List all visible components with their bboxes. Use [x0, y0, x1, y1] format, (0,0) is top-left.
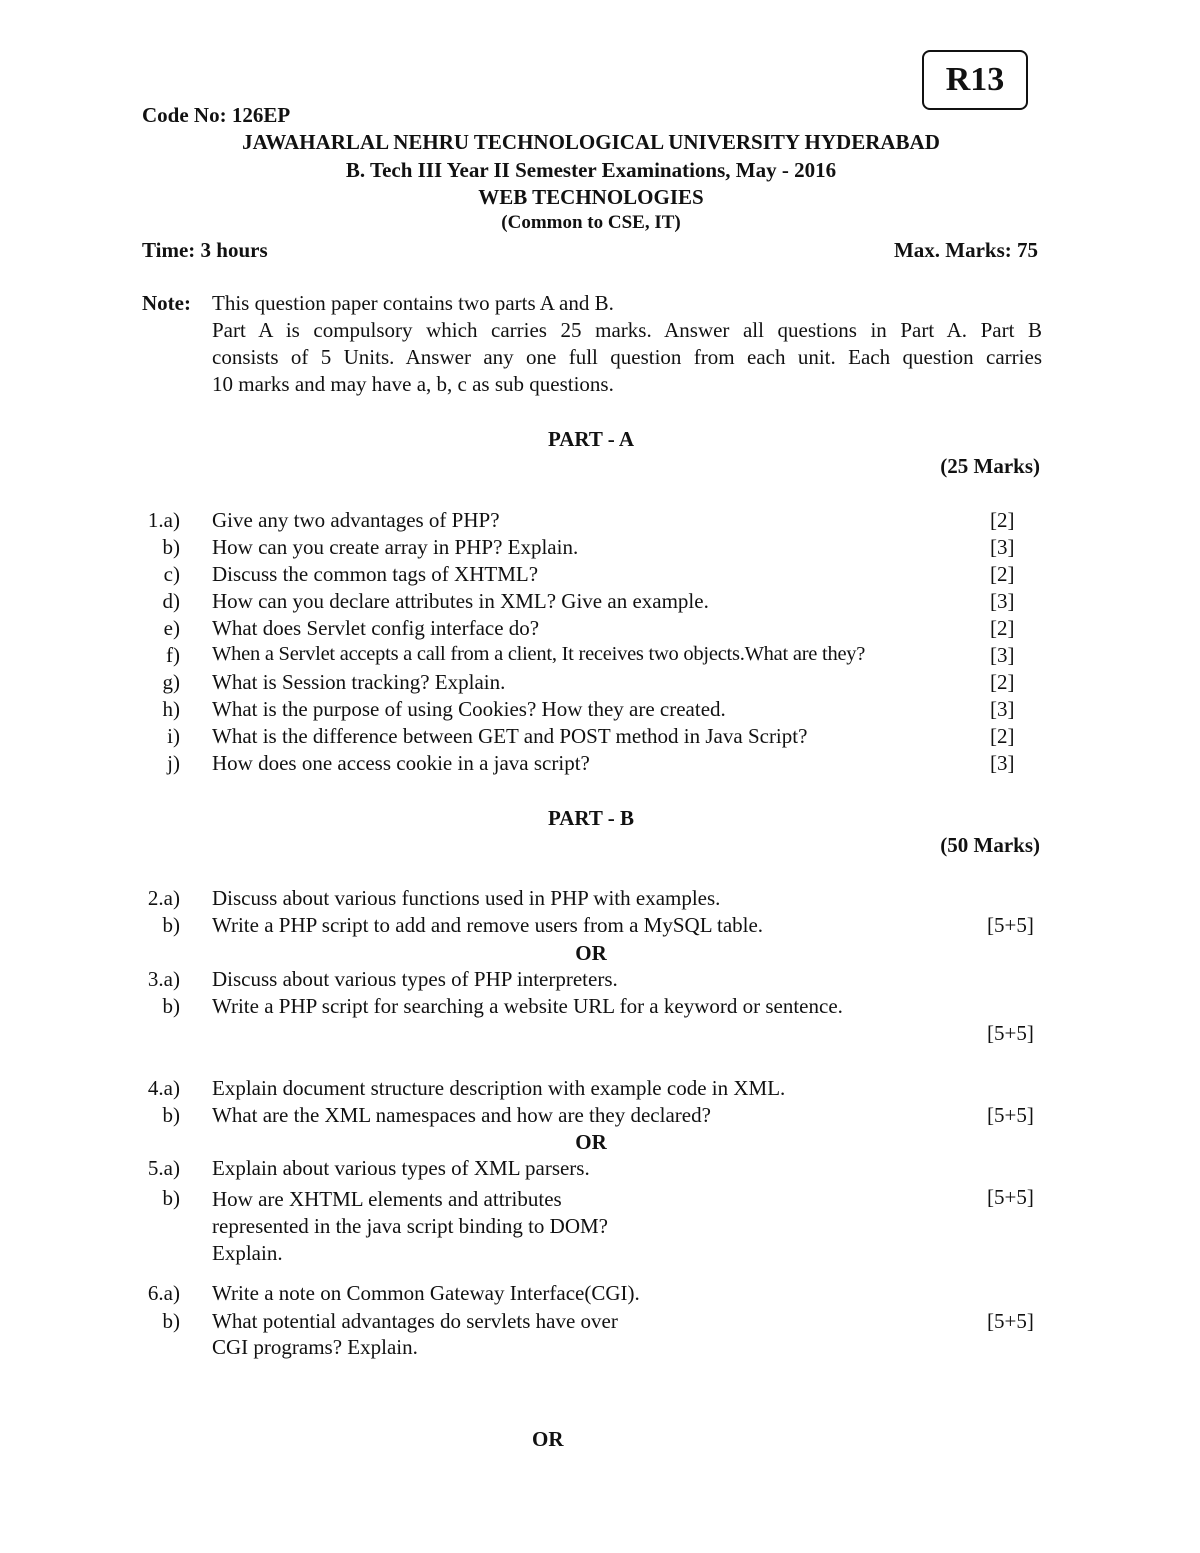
question-text: Explain about various types of XML parsers.	[212, 1156, 590, 1180]
question-marks: [3]	[990, 751, 1015, 775]
question-text: Explain.	[212, 1241, 283, 1265]
question-marks: [5+5]	[987, 1021, 1034, 1045]
question-number: b)	[162, 1309, 180, 1333]
question-text: What potential advantages do servlets have over	[212, 1309, 618, 1333]
question-number: h)	[162, 697, 180, 721]
part-b-marks: (50 Marks)	[940, 833, 1040, 857]
subject-title: WEB TECHNOLOGIES	[478, 185, 704, 209]
question-number: 2.a)	[147, 886, 180, 910]
question-marks: [5+5]	[987, 1309, 1034, 1333]
question-number: b)	[162, 1103, 180, 1127]
question-text: Write a note on Common Gateway Interface(CGI).	[212, 1281, 640, 1305]
regulation-badge: R13	[922, 50, 1028, 110]
question-marks: [2]	[990, 616, 1015, 640]
question-number: b)	[162, 535, 180, 559]
question-marks: [2]	[990, 724, 1015, 748]
note-line: This question paper contains two parts A and B.	[212, 291, 614, 315]
question-marks: [3]	[990, 535, 1015, 559]
question-marks: [3]	[990, 589, 1015, 613]
part-a-title: PART - A	[548, 427, 634, 451]
question-text: How are XHTML elements and attributes	[212, 1187, 562, 1211]
question-marks: [3]	[990, 643, 1015, 667]
question-text: What does Servlet config interface do?	[212, 616, 540, 640]
question-number: 3.a)	[147, 967, 180, 991]
exam-title: B. Tech III Year II Semester Examinations, May - 2016	[345, 158, 837, 182]
max-marks: Max. Marks: 75	[893, 238, 1038, 262]
question-marks: [2]	[990, 562, 1015, 586]
note-line: consists of 5 Units. Answer any one full question from each unit. Each question carries	[212, 345, 1042, 369]
question-text: What is Session tracking? Explain.	[212, 670, 506, 694]
question-text: What is the difference between GET and POST method in Java Script?	[212, 724, 808, 748]
part-b-title: PART - B	[548, 806, 634, 830]
or-separator: OR	[575, 941, 607, 965]
question-text: How can you create array in PHP? Explain.	[212, 535, 579, 559]
question-number: f)	[166, 643, 180, 667]
question-number: c)	[163, 562, 180, 586]
question-text: Explain document structure description with example code in XML.	[212, 1076, 786, 1100]
question-number: b)	[162, 994, 180, 1018]
question-text: How does one access cookie in a java script?	[212, 751, 590, 775]
question-number: 4.a)	[147, 1076, 180, 1100]
question-number: 5.a)	[147, 1156, 180, 1180]
question-text: Discuss about various functions used in PHP with examples.	[212, 886, 721, 910]
university-name: JAWAHARLAL NEHRU TECHNOLOGICAL UNIVERSITY HYDERABAD	[242, 130, 940, 154]
time-duration: Time: 3 hours	[142, 238, 268, 262]
question-number: b)	[162, 1186, 180, 1210]
common-to: (Common to CSE, IT)	[501, 212, 681, 233]
question-marks: [5+5]	[987, 1185, 1034, 1209]
question-marks: [2]	[990, 670, 1015, 694]
part-a-marks: (25 Marks)	[940, 454, 1040, 478]
note-body	[212, 290, 1042, 398]
question-text: How can you declare attributes in XML? Give an example.	[212, 589, 709, 613]
or-separator: OR	[575, 1130, 607, 1154]
question-number: 6.a)	[147, 1281, 180, 1305]
or-separator: OR	[532, 1427, 564, 1451]
question-number: 1.a)	[147, 508, 180, 532]
question-text: Discuss about various types of PHP interpreters.	[212, 967, 618, 991]
question-number: j)	[167, 751, 180, 775]
question-marks: [5+5]	[987, 1103, 1034, 1127]
question-marks: [2]	[990, 508, 1015, 532]
question-text: When a Servlet accepts a call from a client, It receives two objects.What are they?	[212, 643, 866, 665]
question-text: What are the XML namespaces and how are they declared?	[212, 1103, 711, 1127]
question-number: i)	[167, 724, 180, 748]
question-text: represented in the java script binding to DOM?	[212, 1214, 608, 1238]
question-text: CGI programs? Explain.	[212, 1335, 418, 1359]
question-marks: [3]	[990, 697, 1015, 721]
note-label: Note:	[142, 291, 191, 315]
question-number: g)	[162, 670, 180, 694]
question-text: Write a PHP script for searching a website URL for a keyword or sentence.	[212, 994, 843, 1018]
question-text: Discuss the common tags of XHTML?	[212, 562, 539, 586]
question-text: Give any two advantages of PHP?	[212, 508, 500, 532]
question-number: b)	[162, 913, 180, 937]
question-text: What is the purpose of using Cookies? How they are created.	[212, 697, 726, 721]
note-line: Part A is compulsory which carries 25 marks. Answer all questions in Part A. Part B	[212, 318, 1042, 342]
question-number: d)	[162, 589, 180, 613]
code-number: Code No: 126EP	[142, 103, 291, 127]
question-text: Write a PHP script to add and remove users from a MySQL table.	[212, 913, 764, 937]
note-line: 10 marks and may have a, b, c as sub questions.	[212, 372, 614, 396]
question-number: e)	[163, 616, 180, 640]
question-marks: [5+5]	[987, 913, 1034, 937]
